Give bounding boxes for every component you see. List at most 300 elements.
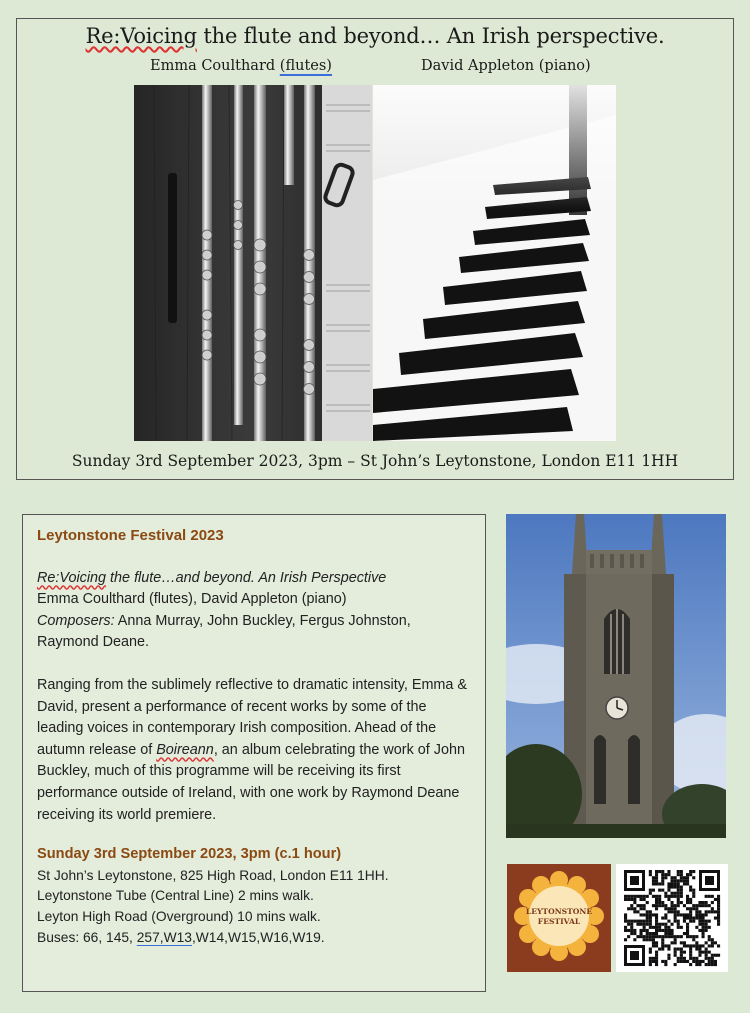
buses-suffix: ,W14,W15,W16,W19. xyxy=(191,929,325,945)
qr-module xyxy=(655,907,658,910)
qr-module xyxy=(689,898,692,901)
qr-module xyxy=(671,923,674,926)
qr-module xyxy=(677,901,680,904)
qr-module xyxy=(655,954,658,957)
qr-module xyxy=(717,901,720,904)
qr-module xyxy=(664,904,667,907)
qr-module xyxy=(677,889,680,892)
qr-module xyxy=(643,923,646,926)
qr-module xyxy=(689,920,692,923)
qr-module xyxy=(695,904,698,907)
qr-module xyxy=(683,879,686,882)
qr-module xyxy=(640,929,643,932)
qr-module xyxy=(661,941,664,944)
qr-module xyxy=(640,935,643,938)
qr-module xyxy=(677,898,680,901)
qr-module xyxy=(667,935,670,938)
qr-module xyxy=(695,944,698,947)
qr-module xyxy=(667,895,670,898)
qr-module xyxy=(627,935,630,938)
qr-module xyxy=(695,957,698,960)
qr-module xyxy=(708,944,711,947)
qr-module xyxy=(649,923,652,926)
qr-module xyxy=(674,879,677,882)
qr-module xyxy=(711,901,714,904)
qr-module xyxy=(664,913,667,916)
qr-module xyxy=(708,920,711,923)
concert-performers: Emma Coulthard (flutes), David Appleton (piano) xyxy=(37,591,347,608)
qr-module xyxy=(708,935,711,938)
qr-module xyxy=(646,929,649,932)
qr-module xyxy=(655,873,658,876)
qr-module xyxy=(698,917,701,920)
qr-module xyxy=(661,889,664,892)
qr-module xyxy=(711,910,714,913)
qr-module xyxy=(698,951,701,954)
qr-module xyxy=(667,882,670,885)
qr-module xyxy=(674,963,677,966)
qr-module xyxy=(717,920,720,923)
qr-module xyxy=(655,870,658,873)
concert-title-rest: the flute…and beyond. An Irish Perspective xyxy=(106,569,387,586)
composers-list: Anna Murray, John Buckley, Fergus Johnston, Raymond Deane. xyxy=(37,612,411,651)
qr-module xyxy=(683,913,686,916)
qr-module xyxy=(674,904,677,907)
concert-title-revoicing: Re:Voicing xyxy=(37,569,107,586)
qr-module xyxy=(655,932,658,935)
qr-module xyxy=(640,904,643,907)
qr-module xyxy=(664,876,667,879)
qr-module xyxy=(649,938,652,941)
qr-module xyxy=(671,941,674,944)
qr-module xyxy=(671,876,674,879)
qr-module xyxy=(630,904,633,907)
qr-module xyxy=(652,882,655,885)
qr-module xyxy=(705,941,708,944)
qr-module xyxy=(674,948,677,951)
qr-module xyxy=(689,917,692,920)
qr-module xyxy=(702,960,705,963)
qr-module xyxy=(667,910,670,913)
qr-module xyxy=(680,948,683,951)
qr-module xyxy=(649,935,652,938)
qr-module xyxy=(677,910,680,913)
qr-module xyxy=(652,876,655,879)
qr-module xyxy=(646,910,649,913)
qr-module xyxy=(640,907,643,910)
qr-module xyxy=(692,938,695,941)
qr-module xyxy=(680,889,683,892)
qr-module xyxy=(652,960,655,963)
qr-module xyxy=(714,960,717,963)
qr-module xyxy=(646,895,649,898)
qr-module xyxy=(652,879,655,882)
qr-module xyxy=(633,920,636,923)
qr-module xyxy=(705,926,708,929)
qr-module xyxy=(698,920,701,923)
qr-module xyxy=(717,904,720,907)
qr-module xyxy=(671,935,674,938)
qr-module xyxy=(695,935,698,938)
qr-module xyxy=(677,904,680,907)
qr-module xyxy=(664,963,667,966)
qr-module xyxy=(677,870,680,873)
qr-module xyxy=(658,923,661,926)
qr-module xyxy=(649,913,652,916)
qr-module xyxy=(677,892,680,895)
qr-module xyxy=(686,929,689,932)
qr-module xyxy=(674,892,677,895)
qr-module xyxy=(677,957,680,960)
qr-module xyxy=(698,954,701,957)
qr-module xyxy=(671,901,674,904)
qr-module xyxy=(698,910,701,913)
qr-module xyxy=(698,913,701,916)
qr-module xyxy=(680,886,683,889)
qr-module xyxy=(667,926,670,929)
qr-module xyxy=(695,948,698,951)
qr-module xyxy=(686,923,689,926)
buses-underlined: 257,W13 xyxy=(136,929,192,945)
qr-module xyxy=(692,907,695,910)
qr-module xyxy=(686,935,689,938)
qr-module xyxy=(705,904,708,907)
qr-module xyxy=(708,910,711,913)
qr-module xyxy=(677,895,680,898)
qr-module xyxy=(633,901,636,904)
qr-module xyxy=(717,917,720,920)
qr-module xyxy=(708,938,711,941)
qr-module xyxy=(624,938,627,941)
qr-module xyxy=(658,935,661,938)
qr-module xyxy=(655,929,658,932)
qr-module xyxy=(702,932,705,935)
qr-module xyxy=(674,907,677,910)
qr-module xyxy=(664,960,667,963)
qr-module xyxy=(677,926,680,929)
qr-module xyxy=(664,932,667,935)
qr-module xyxy=(661,917,664,920)
qr-module xyxy=(695,963,698,966)
qr-module xyxy=(671,932,674,935)
qr-module xyxy=(655,879,658,882)
concert-description xyxy=(37,675,471,826)
qr-module xyxy=(692,904,695,907)
qr-module xyxy=(686,960,689,963)
qr-module xyxy=(689,935,692,938)
qr-module xyxy=(692,870,695,873)
qr-module xyxy=(649,889,652,892)
qr-module xyxy=(683,904,686,907)
qr-module xyxy=(640,923,643,926)
qr-module xyxy=(674,876,677,879)
flyer-performer-emma-instr: (flutes) xyxy=(279,58,332,74)
qr-module xyxy=(627,920,630,923)
qr-module xyxy=(692,935,695,938)
qr-module xyxy=(655,904,658,907)
qr-module xyxy=(698,944,701,947)
qr-module xyxy=(661,870,664,873)
qr-module xyxy=(702,920,705,923)
qr-module xyxy=(649,963,652,966)
qr-module xyxy=(695,910,698,913)
qr-module xyxy=(649,920,652,923)
qr-module xyxy=(689,907,692,910)
qr-module xyxy=(689,913,692,916)
qr-module xyxy=(680,892,683,895)
qr-module xyxy=(674,954,677,957)
qr-module xyxy=(640,913,643,916)
qr-module xyxy=(655,876,658,879)
qr-module xyxy=(649,948,652,951)
qr-module xyxy=(667,944,670,947)
qr-module xyxy=(674,882,677,885)
qr-module xyxy=(664,935,667,938)
venue-details xyxy=(37,866,471,948)
qr-module xyxy=(680,960,683,963)
qr-module xyxy=(686,901,689,904)
qr-module xyxy=(664,873,667,876)
qr-module xyxy=(683,941,686,944)
qr-module xyxy=(624,895,627,898)
qr-module xyxy=(711,941,714,944)
qr-module xyxy=(643,904,646,907)
qr-module xyxy=(655,882,658,885)
qr-module xyxy=(702,935,705,938)
qr-module xyxy=(655,895,658,898)
concert-title xyxy=(37,568,471,590)
qr-module xyxy=(661,873,664,876)
qr-module xyxy=(705,957,708,960)
qr-module xyxy=(661,944,664,947)
qr-module xyxy=(717,954,720,957)
qr-module xyxy=(708,960,711,963)
venue-overground: Leyton High Road (Overground) 10 mins walk. xyxy=(37,908,321,924)
qr-module xyxy=(686,944,689,947)
qr-module xyxy=(664,917,667,920)
qr-module xyxy=(689,957,692,960)
qr-module xyxy=(674,910,677,913)
flyer-performer-emma-name: Emma Coulthard xyxy=(150,58,280,74)
flyer-date-line: Sunday 3rd September 2023, 3pm – St John’s Leytonstone, London E11 1HH xyxy=(71,452,679,470)
qr-module xyxy=(630,907,633,910)
qr-module xyxy=(677,960,680,963)
qr-module xyxy=(702,923,705,926)
qr-module xyxy=(698,904,701,907)
qr-module xyxy=(702,904,705,907)
qr-module xyxy=(671,886,674,889)
qr-module xyxy=(655,913,658,916)
qr-module xyxy=(698,960,701,963)
qr-module xyxy=(646,935,649,938)
qr-module xyxy=(671,910,674,913)
qr-module xyxy=(698,901,701,904)
album-name: Boireann xyxy=(156,741,214,758)
qr-module xyxy=(633,895,636,898)
qr-module xyxy=(661,935,664,938)
concert-when: Sunday 3rd September 2023, 3pm (c.1 hour) xyxy=(37,846,342,863)
qr-module xyxy=(655,898,658,901)
piano-keys-illustration xyxy=(373,85,616,441)
qr-module xyxy=(695,960,698,963)
qr-module xyxy=(633,932,636,935)
qr-module xyxy=(643,929,646,932)
qr-module xyxy=(655,917,658,920)
qr-module xyxy=(649,957,652,960)
qr-module xyxy=(711,944,714,947)
qr-module xyxy=(633,929,636,932)
qr-module xyxy=(705,954,708,957)
qr-module xyxy=(655,957,658,960)
qr-module xyxy=(689,954,692,957)
qr-module xyxy=(695,926,698,929)
qr-code[interactable] xyxy=(616,864,728,972)
qr-module xyxy=(658,870,661,873)
flyer-panel xyxy=(0,0,750,484)
qr-module xyxy=(661,948,664,951)
qr-module xyxy=(667,898,670,901)
qr-module xyxy=(633,907,636,910)
qr-module xyxy=(708,963,711,966)
qr-module xyxy=(643,898,646,901)
qr-module xyxy=(674,938,677,941)
qr-module xyxy=(630,920,633,923)
qr-module xyxy=(686,879,689,882)
qr-module xyxy=(683,960,686,963)
qr-module xyxy=(649,932,652,935)
qr-module xyxy=(643,895,646,898)
qr-module xyxy=(667,870,670,873)
qr-module xyxy=(677,913,680,916)
qr-module xyxy=(630,898,633,901)
venue-tube: Leytonstone Tube (Central Line) 2 mins walk. xyxy=(37,888,314,904)
qr-module xyxy=(689,951,692,954)
qr-module xyxy=(630,932,633,935)
qr-module xyxy=(667,873,670,876)
qr-module xyxy=(649,917,652,920)
qr-module xyxy=(633,938,636,941)
qr-module xyxy=(652,895,655,898)
qr-module xyxy=(714,917,717,920)
qr-module xyxy=(664,923,667,926)
qr-module xyxy=(711,895,714,898)
qr-module xyxy=(705,951,708,954)
qr-module xyxy=(683,951,686,954)
qr-module xyxy=(655,963,658,966)
qr-module xyxy=(633,910,636,913)
qr-module xyxy=(655,926,658,929)
qr-module xyxy=(708,904,711,907)
qr-module xyxy=(671,879,674,882)
qr-module xyxy=(677,948,680,951)
qr-module xyxy=(695,941,698,944)
qr-module xyxy=(692,892,695,895)
qr-module xyxy=(624,926,627,929)
qr-module xyxy=(689,870,692,873)
qr-module xyxy=(649,870,652,873)
composers-label: Composers: xyxy=(37,612,115,629)
qr-module xyxy=(702,901,705,904)
qr-module xyxy=(702,917,705,920)
qr-module xyxy=(652,941,655,944)
qr-module xyxy=(649,892,652,895)
qr-module xyxy=(627,923,630,926)
qr-module xyxy=(667,948,670,951)
qr-module xyxy=(658,926,661,929)
qr-module xyxy=(636,920,639,923)
qr-module xyxy=(708,895,711,898)
qr-module xyxy=(686,898,689,901)
qr-module xyxy=(667,929,670,932)
qr-module xyxy=(677,923,680,926)
qr-module xyxy=(692,944,695,947)
qr-module xyxy=(717,923,720,926)
description-part2: , an album celebrating the work of John Buckley, much of this programme will be receiving its first performance outside of Ireland, with one work by Raymond Deane receiving its world premiere. xyxy=(37,741,465,823)
qr-module xyxy=(717,898,720,901)
church-photo xyxy=(506,514,726,838)
qr-module xyxy=(711,907,714,910)
qr-module xyxy=(705,929,708,932)
qr-module xyxy=(677,873,680,876)
qr-module xyxy=(674,917,677,920)
qr-module xyxy=(661,929,664,932)
flyer-performer-emma xyxy=(150,58,332,74)
qr-module xyxy=(677,920,680,923)
qr-module xyxy=(652,932,655,935)
qr-module xyxy=(683,920,686,923)
qr-module xyxy=(705,910,708,913)
qr-module xyxy=(643,938,646,941)
qr-module xyxy=(702,929,705,932)
flyer-title-revoicing: Re:Voicing xyxy=(85,24,197,48)
qr-module xyxy=(689,963,692,966)
qr-module xyxy=(658,904,661,907)
qr-module xyxy=(655,920,658,923)
qr-module xyxy=(680,954,683,957)
qr-module xyxy=(692,876,695,879)
qr-module xyxy=(664,926,667,929)
qr-module xyxy=(630,923,633,926)
qr-module xyxy=(630,926,633,929)
qr-module xyxy=(655,960,658,963)
qr-module xyxy=(705,913,708,916)
venue-address: St John’s Leytonstone, 825 High Road, London E11 1HH. xyxy=(37,867,389,883)
flutes-photo xyxy=(134,85,372,441)
qr-module xyxy=(658,948,661,951)
qr-module xyxy=(627,898,630,901)
qr-module xyxy=(689,948,692,951)
qr-module xyxy=(705,895,708,898)
qr-module xyxy=(661,876,664,879)
qr-module xyxy=(661,960,664,963)
qr-module xyxy=(689,873,692,876)
qr-module xyxy=(683,932,686,935)
qr-module xyxy=(705,920,708,923)
qr-module xyxy=(671,895,674,898)
qr-module xyxy=(702,951,705,954)
qr-module xyxy=(658,895,661,898)
qr-module xyxy=(680,941,683,944)
qr-module xyxy=(627,895,630,898)
qr-module xyxy=(655,923,658,926)
church-tower-illustration xyxy=(506,514,726,838)
qr-module xyxy=(643,935,646,938)
qr-module xyxy=(652,944,655,947)
qr-module xyxy=(658,898,661,901)
qr-module xyxy=(680,873,683,876)
qr-module xyxy=(714,941,717,944)
qr-module xyxy=(664,944,667,947)
